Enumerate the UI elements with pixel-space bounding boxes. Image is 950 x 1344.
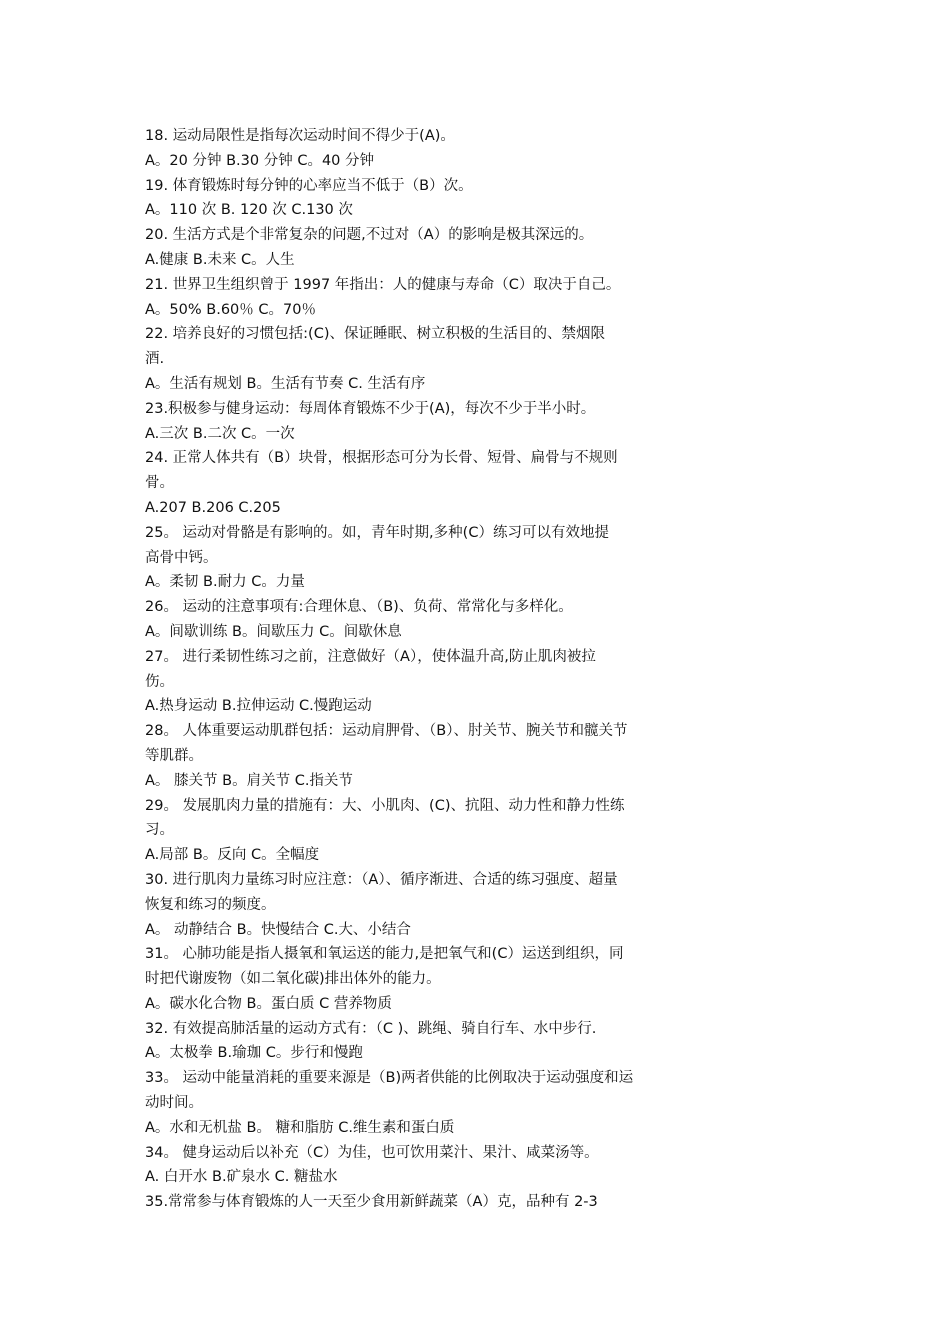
- text-line: A。碳水化合物 B。蛋白质 C 营养物质: [145, 995, 392, 1012]
- text-line: A.207 B.206 C.205: [145, 499, 281, 516]
- text-line: 35.常常参与体育锻炼的人一天至少食用新鲜蔬菜（A）克，品种有 2-3: [145, 1194, 598, 1211]
- text-line: A.局部 B。反向 C。全幅度: [145, 847, 320, 864]
- text-line: 习。: [145, 822, 174, 839]
- text-line: A.健康 B.未来 C。人生: [145, 251, 295, 268]
- text-line: 骨。: [145, 475, 174, 492]
- text-line: 26。 运动的注意事项有:合理休息、（B)、负荷、常常化与多样化。: [145, 599, 573, 616]
- text-line: A。柔韧 B.耐力 C。力量: [145, 574, 305, 591]
- text-line: 18. 运动局限性是指每次运动时间不得少于(A)。: [145, 128, 455, 144]
- text-line: 28。 人体重要运动肌群包括：运动肩胛骨、（B）、肘关节、腕关节和髋关节: [145, 723, 628, 740]
- text-line: 21. 世界卫生组织曾于 1997 年指出：人的健康与寿命（C）取决于自己。: [145, 276, 621, 293]
- text-line: 30. 进行肌肉力量练习时应注意：（A）、循序渐进、合适的练习强度、超量: [145, 871, 618, 888]
- text-line: 31。 心肺功能是指人摄氧和氧运送的能力,是把氧气和(C）运送到组织，同: [145, 946, 624, 963]
- text-line: 34。 健身运动后以补充（C）为佳，也可饮用菜汁、果汁、咸菜汤等。: [145, 1144, 599, 1161]
- text-line: 20. 生活方式是个非常复杂的问题,不过对（A）的影响是极其深远的。: [145, 227, 594, 244]
- text-line: 23.积极参与健身运动：每周体育锻炼不少于(A)，每次不少于半小时。: [145, 400, 596, 417]
- text-line: 等肌群。: [145, 747, 203, 764]
- text-line: A。 动静结合 B。快慢结合 C.大、小结合: [145, 921, 411, 938]
- text-line: A。间歇训练 B。间歇压力 C。间歇休息: [145, 623, 402, 640]
- text-line: 27。 进行柔韧性练习之前，注意做好（A），使体温升高,防止肌肉被拉: [145, 648, 596, 665]
- text-line: 32. 有效提高肺活量的运动方式有：（C )、跳绳、骑自行车、水中步行.: [145, 1020, 597, 1037]
- text-line: A。生活有规划 B。生活有节奏 C. 生活有序: [145, 375, 426, 392]
- text-line: 19. 体育锻炼时每分钟的心率应当不低于（B）次。: [145, 177, 473, 194]
- text-line: 酒.: [145, 351, 165, 368]
- text-line: 33。 运动中能量消耗的重要来源是（B)两者供能的比例取决于运动强度和运: [145, 1070, 634, 1087]
- text-line: A.三次 B.二次 C。一次: [145, 425, 295, 442]
- text-line: A。太极拳 B.瑜珈 C。步行和慢跑: [145, 1045, 363, 1062]
- text-line: 伤。: [145, 673, 174, 690]
- text-line: 22. 培养良好的习惯包括:(C)、保证睡眠、树立积极的生活目的、禁烟限: [145, 326, 605, 343]
- text-line: 时把代谢废物（如二氧化碳)排出体外的能力。: [145, 971, 441, 988]
- text-line: 29。 发展肌肉力量的措施有：大、小肌肉、(C)、抗阻、动力性和静力性练: [145, 797, 625, 814]
- text-line: 恢复和练习的频度。: [145, 896, 276, 913]
- text-line: 高骨中钙。: [145, 549, 218, 566]
- text-line: A。50% B.60％ C。70％: [145, 301, 316, 318]
- document-body: [145, 124, 720, 1215]
- text-line: 动时间。: [145, 1095, 203, 1112]
- text-line: A。110 次 B. 120 次 C.130 次: [145, 202, 353, 219]
- text-line: 24. 正常人体共有（B）块骨，根据形态可分为长骨、短骨、扁骨与不规则: [145, 450, 618, 467]
- text-line: 25。 运动对骨骼是有影响的。如，青年时期,多种(C）练习可以有效地提: [145, 524, 609, 541]
- text-line: A。水和无机盐 B。 糖和脂肪 C.维生素和蛋白质: [145, 1119, 455, 1136]
- text-line: A. 白开水 B.矿泉水 C. 糖盐水: [145, 1169, 338, 1186]
- text-line: A。20 分钟 B.30 分钟 C。40 分钟: [145, 152, 374, 169]
- text-line: A。 膝关节 B。肩关节 C.指关节: [145, 772, 353, 789]
- text-line: A.热身运动 B.拉伸运动 C.慢跑运动: [145, 698, 372, 715]
